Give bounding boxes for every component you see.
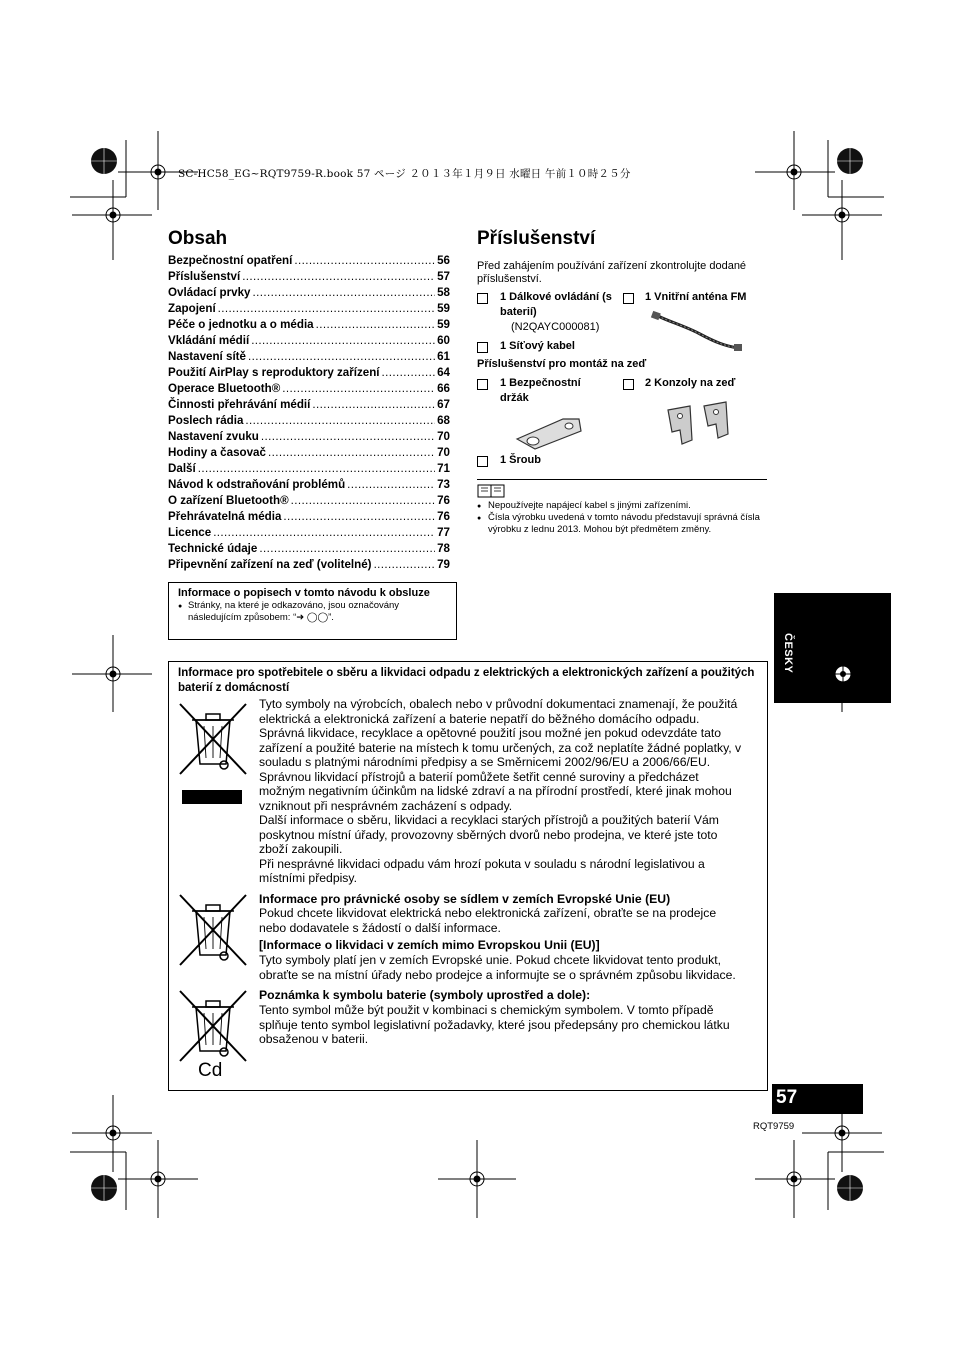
antenna-image [650,308,745,353]
toc-item-label: Připevnění zařízení na zeď (volitelné) [168,558,372,571]
note-book-icon [477,484,505,498]
toc-item[interactable] [168,558,450,574]
text-line: Při nesprávné likvidaci odpadu vám hrozí pokuta v souladu s národní legislativou a [259,856,705,871]
note-divider [477,479,767,480]
disposal-paragraph [259,697,765,886]
toc-item[interactable] [168,270,450,286]
toc-item-label: Ovládací prvky [168,286,251,299]
battery-paragraph [259,1003,765,1047]
toc-item-page: 60 [437,334,450,347]
toc-item-label: Přehrávatelná média [168,510,282,523]
remote-label: 1 Dálkové ovládání (s baterií) [500,291,612,318]
crossed-bin-icon [178,702,248,806]
toc-item[interactable] [168,478,450,494]
toc-item-label: Další [168,462,196,475]
toc-leader-dots [245,414,435,427]
antenna-label: 1 Vnitřní anténa FM [645,291,747,303]
toc-leader-dots [261,430,435,443]
toc-item[interactable] [168,510,450,526]
cadmium-symbol: Cd [198,1060,223,1081]
toc-item-label: Technické údaje [168,542,258,555]
toc-leader-dots [347,478,435,491]
text-line: splňuje tento symbol legislativní požadavky, které jsou předepsány pro chemickou látku [259,1017,730,1032]
toc-leader-dots [316,318,435,331]
info-box [168,582,457,640]
text-line: Správná likvidace, recyklace a opětovné použití jsou možné jen pokud odevzdáte tato [259,726,722,740]
toc-leader-dots [198,462,435,475]
page-number-box [772,1084,863,1114]
non-eu-heading: [Informace o likvidaci v zemích mimo Evropskou Unii (EU)] [259,938,600,952]
toc-item-label: Činnosti přehrávání médií [168,398,311,411]
eu-heading: Informace pro právnické osoby se sídlem v zemích Evropské Unie (EU) [259,892,671,906]
toc-item-page: 79 [437,558,450,571]
brackets-checkbox[interactable] [623,379,634,390]
toc-item-label: Bezpečnostní opatření [168,254,293,267]
accessories-title: Příslušenství [477,228,596,249]
toc-item[interactable] [168,526,450,542]
cable-checkbox[interactable] [477,342,488,353]
document-code: RQT9759 [753,1121,795,1132]
toc-item-label: Nastavení zvuku [168,430,259,443]
toc-item[interactable] [168,286,450,302]
wall-brackets-image [660,400,740,448]
toc-item[interactable] [168,494,450,510]
text-line: zařízení a použité baterie na místech k tomu určených, za což neplatíte žádné poplatky, v [259,740,742,755]
text-line: místními předpisy. [259,871,357,885]
toc-item-page: 76 [437,510,450,523]
toc-item-label: Vkládání médií [168,334,250,347]
wall-mount-heading: Příslušenství pro montáž na zeď [477,358,647,370]
print-header: SC-HC58_EG~RQT9759-R.book 57 ページ ２０１３年１月９日 水曜日 午前１０時２５分 [178,168,631,180]
toc-item[interactable] [168,414,450,430]
toc-list [168,254,450,574]
eu-paragraph [259,906,765,935]
toc-item[interactable] [168,382,450,398]
toc-item[interactable] [168,350,450,366]
toc-leader-dots [253,286,436,299]
crossed-bin-icon [178,989,248,1063]
crossed-bin-icon [178,893,248,967]
safety-holder-image [513,413,585,453]
toc-item-label: Použití AirPlay s reproduktory zařízení [168,366,380,379]
toc-leader-dots [283,510,435,523]
text-line: Tento symbol může být použit v kombinaci s chemickým symbolem. V tomto případě [259,1003,714,1017]
screw-label: 1 Šroub [500,454,541,466]
text-line: obsaženou v baterii. [259,1032,369,1046]
toc-item[interactable] [168,334,450,350]
toc-item-label: Licence [168,526,212,539]
text-line: souladu s platnými národními předpisy a se Směrnicemi 2002/96/EU a 2006/66/EU. [259,755,711,769]
text-line: Pokud chcete likvidovat elektrická nebo elektronická zařízení, obraťte se na prodejce [259,906,717,920]
text-line: poskytnou místní úřady, provozovny sběrných dvorů nebo prodejna, ve které jste toto [259,827,718,842]
text-line: obraťte se na místní úřady nebo prodejce a informujte se o správném způsobu likvidace. [259,967,736,982]
toc-leader-dots [312,398,435,411]
toc-item[interactable] [168,302,450,318]
toc-leader-dots [259,542,435,555]
page-number: 57 [776,1087,798,1108]
text-line: elektrická a elektronická zařízení a baterie nepatří do běžného domácího odpadu. [259,711,700,726]
toc-item-page: 70 [437,430,450,443]
text-line: Správnou likvidací přístrojů a baterií pomůžete šetřit cenné suroviny a předcházet [259,769,699,784]
disposal-title: Informace pro spotřebitele o sběru a likvidaci odpadu z elektrických a elektronických zařízení a použitých baterií z domácností [178,667,755,694]
toc-title: Obsah [168,228,228,249]
toc-item-page: 56 [437,254,450,267]
note-item: ● Čísla výrobku uvedená v tomto návodu představují správná čísla výrobku z lednu 2013. Mohou být předmětem změny. [477,512,769,536]
toc-leader-dots [251,334,435,347]
text-line: zboží zakoupili. [259,842,343,856]
toc-item[interactable] [168,542,450,558]
toc-item-page: 57 [437,270,450,283]
toc-leader-dots [291,494,435,507]
toc-leader-dots [242,270,435,283]
toc-item-label: Poslech rádia [168,414,244,427]
toc-item-page: 59 [437,302,450,315]
toc-item[interactable] [168,462,450,478]
antenna-checkbox[interactable] [623,293,634,304]
toc-item[interactable] [168,366,450,382]
remote-checkbox[interactable] [477,293,488,304]
remote-code: (N2QAYC000081) [511,321,600,333]
toc-leader-dots [248,350,435,363]
toc-item-label: Návod k odstraňování problémů [168,478,346,491]
toc-item[interactable] [168,254,450,270]
toc-item-page: 59 [437,318,450,331]
toc-item-page: 70 [437,446,450,459]
non-eu-paragraph [259,953,765,982]
text-line: Další informace o sběru, likvidaci a recyklaci starých přístrojů a použitých baterií Vám [259,813,719,827]
toc-item-label: Zapojení [168,302,216,315]
toc-leader-dots [268,446,435,459]
registration-mark-icon [833,664,853,684]
toc-leader-dots [282,382,435,395]
toc-item[interactable] [168,318,450,334]
toc-item-page: 78 [437,542,450,555]
toc-item-page: 64 [437,366,450,379]
toc-item-label: Příslušenství [168,270,241,283]
toc-item-label: O zařízení Bluetooth® [168,494,289,507]
info-box-bullet: ● Stránky, na které je odkazováno, jsou označovány následujícím způsobem: “➜ ◯◯”. [178,600,447,624]
toc-item-page: 61 [437,350,450,363]
toc-item[interactable] [168,398,450,414]
toc-leader-dots [213,526,435,539]
toc-item-label: Hodiny a časovač [168,446,266,459]
toc-item-page: 73 [437,478,450,491]
brackets-label: 2 Konzoly na zeď [645,377,736,389]
toc-leader-dots [218,302,435,315]
toc-leader-dots [374,558,436,571]
text-line: nebo dodavatele s žádostí o další informace. [259,920,501,935]
toc-item-label: Nastavení sítě [168,350,246,363]
screw-checkbox[interactable] [477,456,488,467]
info-box-title: Informace o popisech v tomto návodu k obsluze [178,587,430,599]
text-line: Tyto symboly platí jen v zemích Evropské unie. Pokud chcete likvidovat tento produkt, [259,953,721,967]
toc-item-label: Operace Bluetooth® [168,382,281,395]
toc-item-page: 76 [437,494,450,507]
toc-leader-dots [382,366,436,379]
holder-label: 1 Bezpečnostní držák [500,377,581,404]
text-line: Tyto symboly na výrobcích, obalech nebo v průvodní dokumentaci znamenají, že použitá [259,697,738,711]
toc-item-page: 71 [437,462,450,475]
toc-item-page: 77 [437,526,450,539]
text-line: možným negativním účinkům na lidské zdraví a na přírodní prostředí, které jinak mohou [259,784,732,798]
toc-item-page: 68 [437,414,450,427]
toc-item[interactable] [168,446,450,462]
toc-item-label: Péče o jednotku a o média [168,318,314,331]
language-tab-label: ČESKY [782,633,794,674]
battery-heading: Poznámka k symbolu baterie (symboly uprostřed a dole): [259,988,591,1002]
accessories-intro: Před zahájením používání zařízení zkontrolujte dodané příslušenství. [477,260,747,285]
holder-checkbox[interactable] [477,379,488,390]
text-line: vzniknout při nesprávném zacházení s odpady. [259,798,513,813]
toc-item[interactable] [168,430,450,446]
toc-leader-dots [294,254,435,267]
note-item: ● Nepoužívejte napájecí kabel s jinými zařízeními. [477,500,769,512]
toc-item-page: 66 [437,382,450,395]
toc-item-page: 67 [437,398,450,411]
toc-item-page: 58 [437,286,450,299]
cable-label: 1 Síťový kabel [500,340,575,352]
